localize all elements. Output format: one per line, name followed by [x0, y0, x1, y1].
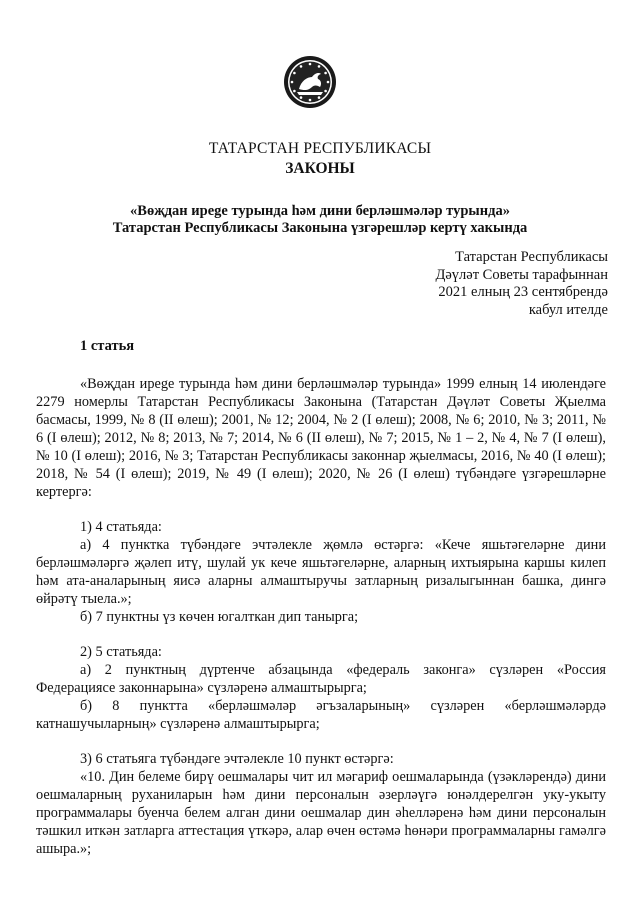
intro-paragraph: «Вөҗдан ирege турында һәм дини берләшмәләр турында» 1999 елның 14 июлендәге 2279 номерлы Татарстан Республикасы Законына (Татарстан Дәүләт Советы Җыелма басмасы, 1999, № 8 (II өлеш); 2001, № 12; 2004, № 2 (I өлеш); 2008, № 6; 2010, № 3; 2011, № 6 (I өлеш); 2012, № 8; 2013, № 7; 2014, № 6 (II өлеш), № 7; 2015, № 1 – 2, № 4, № 7 (I өлеш), № 10 (I өлеш); 2016, № 3; Татарстан Республикасы законнар җыелмасы, 2016, № 40 (I өлеш); 2018, № 54 (I өлеш); 2019, № 49 (I өлеш); 2020, № 26 (I өлеш) түбәндәге үзгәрешләрне кертергә:	[36, 376, 606, 500]
adoption-line-4: кабул ителде	[528, 301, 608, 318]
law-title-line-1: «Вөҗдан ирege турында һәм дини берләшмәләр турында»	[130, 203, 510, 219]
item-2b: б) 8 пунктта «берләшмәләр әгъзаларының» сүзләрен «берләшмәләрдә катнашучыларның» сүзләренә алмаштырырга;	[36, 698, 606, 732]
item-3-text: «10. Дин белеме бирү оешмалары чит ил мәгариф оешмаларында (үзәкләрендә) дини оешмаларның руханиларын һәм дини персоналын әзерләүгә юнәлдерелгән уку-укыту программалары буенча белем алган дини оешмалар дин әһелләренә һәм дини персоналын тәшкил иткән затларга аттестация үткәрә, алар өчен өстәмә һөнәри программаларны гамәлгә ашыра.»;	[36, 769, 606, 857]
law-label: ЗАКОНЫ	[285, 160, 355, 177]
item-3-heading: 3) 6 статьяга түбәндәге эчтәлекле 10 пункт өстәргә:	[80, 751, 394, 767]
item-1b: б) 7 пунктны үз көчен югалткан дип танырга;	[80, 609, 359, 625]
law-title	[60, 203, 580, 237]
adoption-line-1: Татарстан Республикасы	[455, 249, 608, 265]
document-header	[0, 140, 640, 178]
adoption-line-3: 2021 елның 23 сентябрендә	[438, 284, 608, 300]
adoption-line-2: Дәүләт Советы тарафыннан	[435, 266, 608, 283]
item-1-heading: 1) 4 статьяда:	[80, 519, 162, 535]
item-2a: а) 2 пунктның дүртенче абзацында «федераль законга» сүзләрен «Россия Федерациясе законнарына» сүзләренә алмаштырырга;	[36, 662, 606, 696]
item-1a: а) 4 пунктка түбәндәге эчтәлекле җөмлә өстәргә: «Кече яшьтәгеләрне дини берләшмәләргә җәлеп итү, шулай ук кече яшьтәгеләрне, аларның ихтыярына каршы килеп һәм ата-аналарының яисә аларны алмаштыручы затларның ризалыгыннан башка, дингә өйрәтү тыела.»;	[36, 537, 606, 607]
republic-name: ТАТАРСТАН РЕСПУБЛИКАСЫ	[208, 140, 432, 157]
adoption-note	[435, 249, 608, 319]
tatarstan-emblem-icon	[283, 55, 337, 109]
law-title-line-2: Татарстан Республикасы Законына үзгәрешләр кертү хакында	[112, 220, 528, 236]
item-2-heading: 2) 5 статьяда:	[80, 644, 162, 660]
article-heading: 1 статья	[80, 338, 135, 354]
document-body	[36, 375, 606, 858]
